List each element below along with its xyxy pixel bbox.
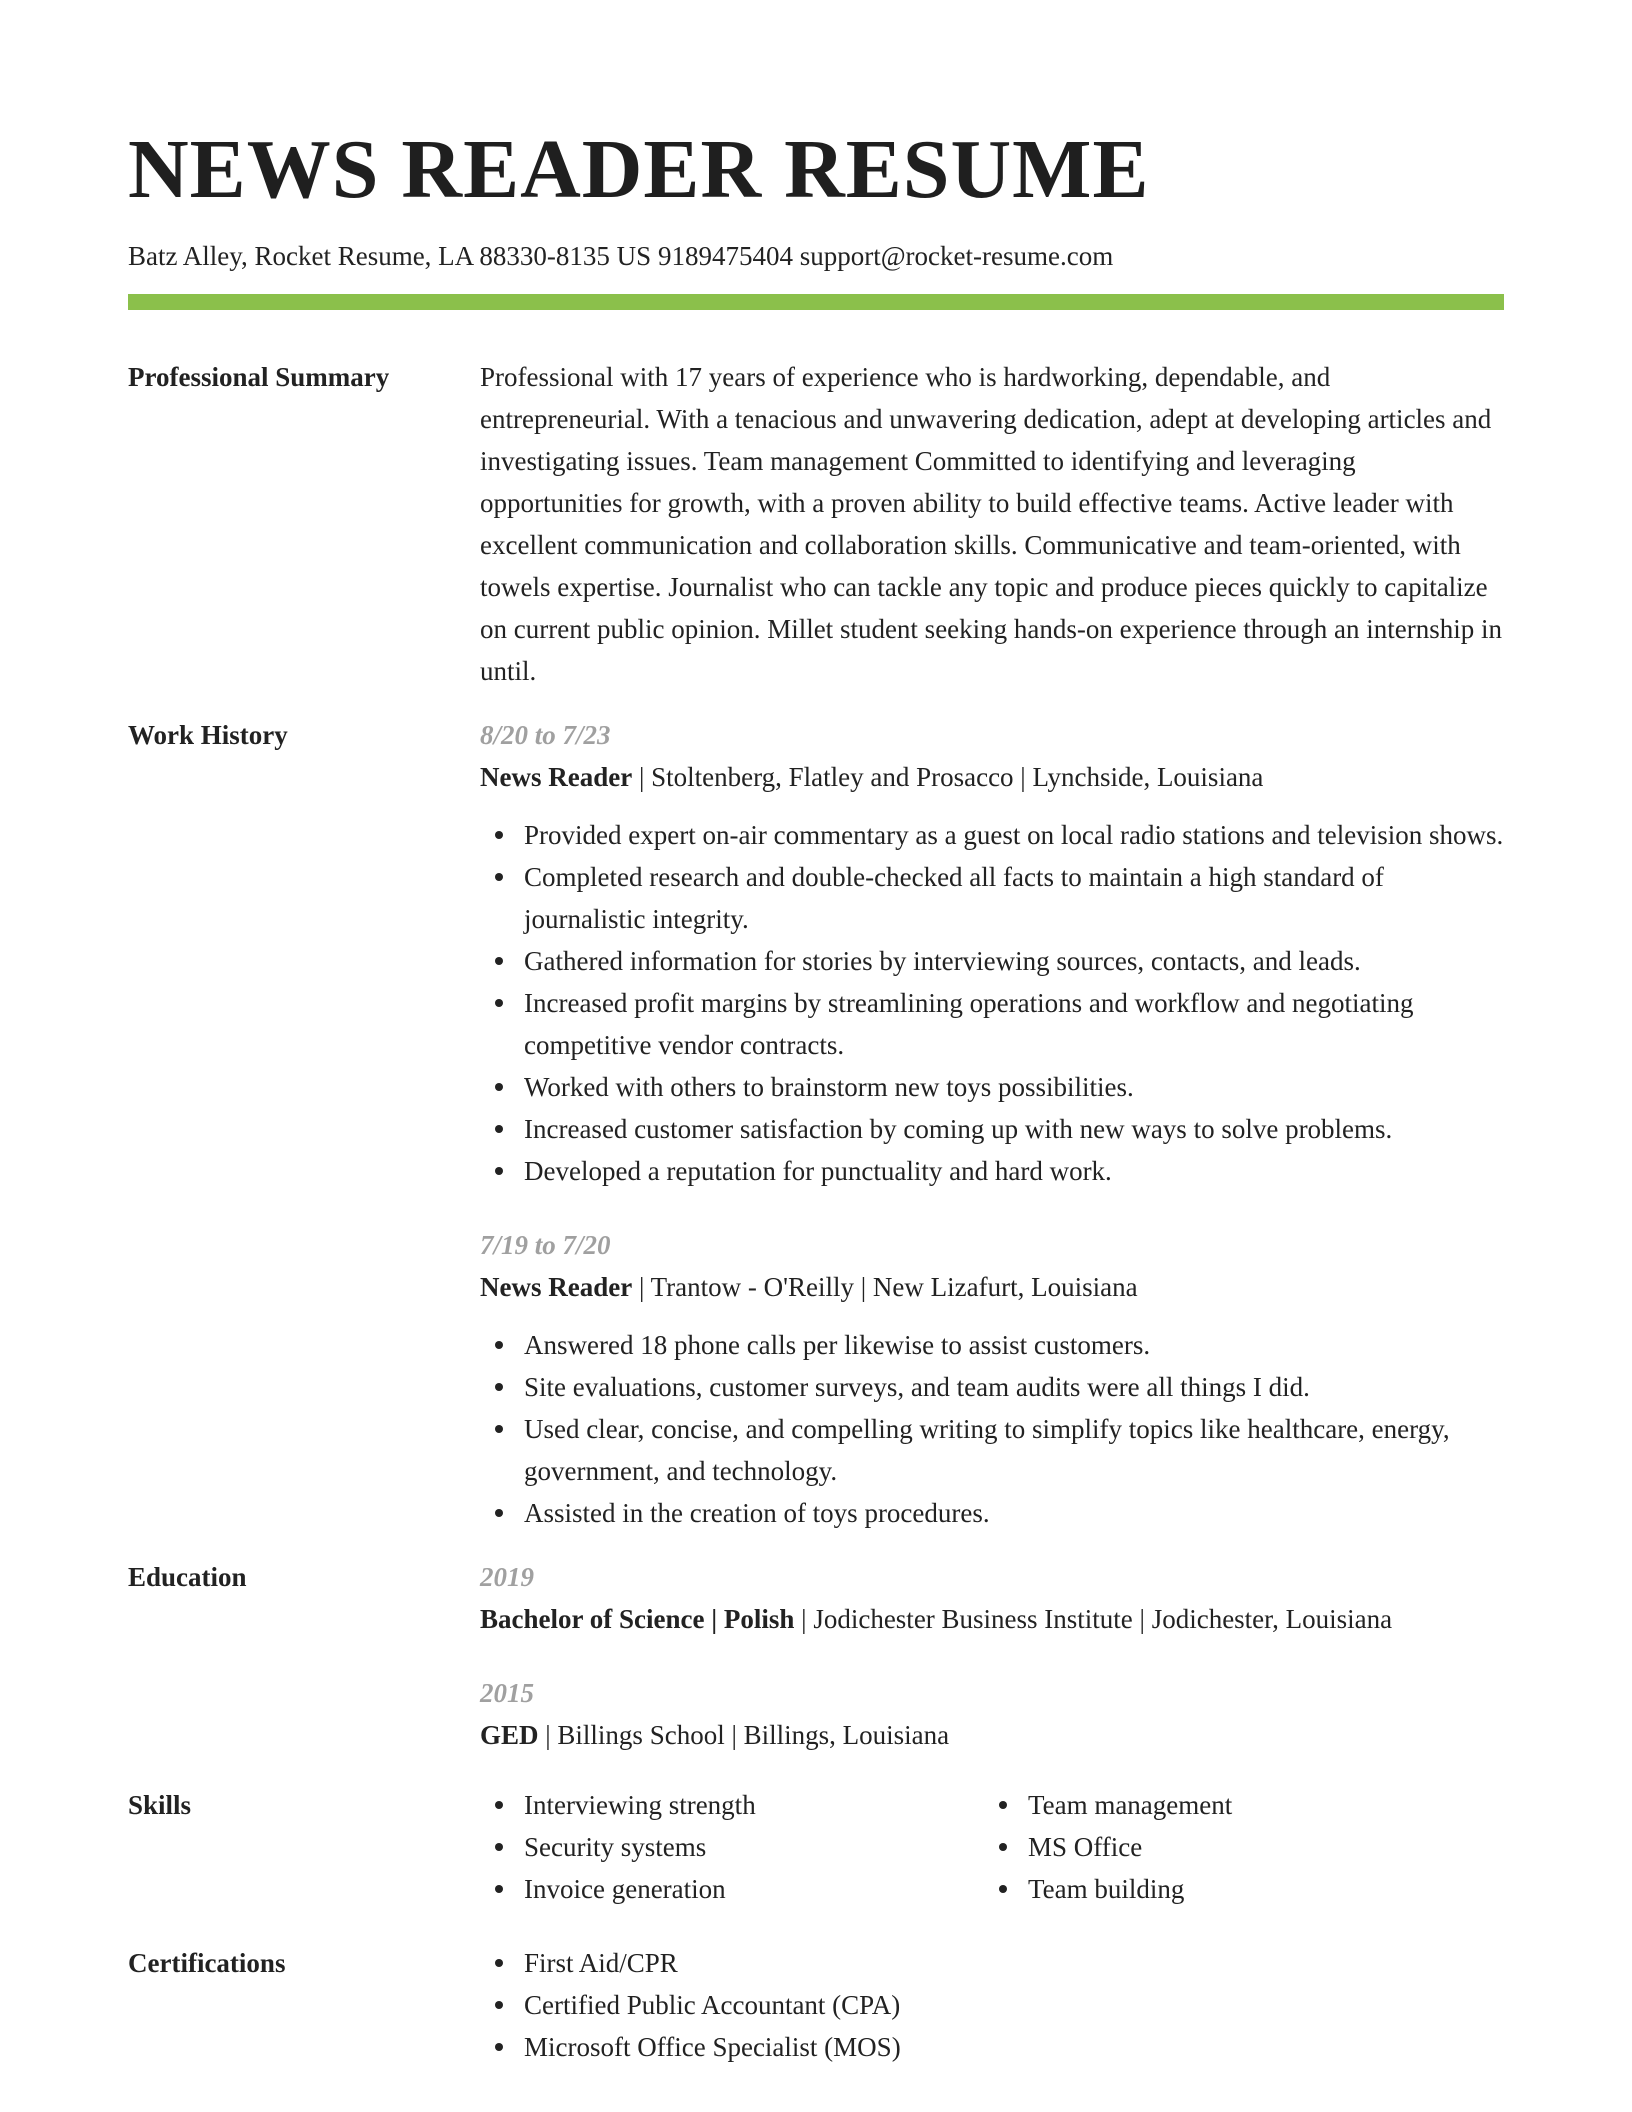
summary-section bbox=[128, 356, 1504, 692]
list-item: Developed a reputation for punctuality and hard work. bbox=[524, 1150, 1504, 1192]
education-degree: Bachelor of Science | Polish bbox=[480, 1604, 795, 1634]
resume-page bbox=[128, 120, 1504, 2068]
list-item: Answered 18 phone calls per likewise to assist customers. bbox=[524, 1324, 1504, 1366]
education-heading bbox=[480, 1598, 1504, 1640]
resume-title: NEWS READER RESUME bbox=[128, 123, 1150, 216]
list-item: Invoice generation bbox=[524, 1868, 984, 1910]
list-item: Used clear, concise, and compelling writing to simplify topics like healthcare, energy, government, and technology. bbox=[524, 1408, 1504, 1492]
list-item: Team building bbox=[1028, 1868, 1488, 1910]
job-heading bbox=[480, 1266, 1504, 1308]
skills-section bbox=[128, 1784, 1504, 1910]
list-item: Interviewing strength bbox=[524, 1784, 984, 1826]
job-title: News Reader bbox=[480, 762, 633, 792]
education-details: | Billings School | Billings, Louisiana bbox=[538, 1720, 950, 1750]
section-label-certifications: Certifications bbox=[128, 1948, 286, 1978]
list-item: Completed research and double-checked all facts to maintain a high standard of journalistic integrity. bbox=[524, 856, 1504, 940]
job-details: | Stoltenberg, Flatley and Prosacco | Lynchside, Louisiana bbox=[632, 762, 1264, 792]
section-label-skills: Skills bbox=[128, 1790, 192, 1820]
list-item: Team management bbox=[1028, 1784, 1488, 1826]
job-entry bbox=[480, 714, 1504, 1192]
education-section bbox=[128, 1556, 1504, 1756]
job-dates: 8/20 to 7/23 bbox=[480, 720, 611, 750]
job-bullets bbox=[480, 814, 1504, 1192]
job-title: News Reader bbox=[480, 1272, 633, 1302]
education-heading bbox=[480, 1714, 1504, 1756]
list-item: Site evaluations, customer surveys, and team audits were all things I did. bbox=[524, 1366, 1504, 1408]
section-label-summary: Professional Summary bbox=[128, 362, 390, 392]
education-degree: GED bbox=[480, 1720, 539, 1750]
education-year: 2019 bbox=[480, 1562, 534, 1592]
education-entry bbox=[480, 1672, 1504, 1756]
section-label-work-history: Work History bbox=[128, 720, 288, 750]
job-entry bbox=[480, 1224, 1504, 1534]
job-details: | Trantow - O'Reilly | New Lizafurt, Louisiana bbox=[632, 1272, 1138, 1302]
list-item: Provided expert on-air commentary as a guest on local radio stations and television shows. bbox=[524, 814, 1504, 856]
work-history-section bbox=[128, 714, 1504, 1534]
list-item: Security systems bbox=[524, 1826, 984, 1868]
list-item: Increased profit margins by streamlining operations and workflow and negotiating competitive vendor contracts. bbox=[524, 982, 1504, 1066]
education-details: | Jodichester Business Institute | Jodichester, Louisiana bbox=[794, 1604, 1393, 1634]
job-dates: 7/19 to 7/20 bbox=[480, 1230, 611, 1260]
skills-list-right bbox=[984, 1784, 1488, 1910]
skills-columns bbox=[480, 1784, 1504, 1910]
list-item: Increased customer satisfaction by coming up with new ways to solve problems. bbox=[524, 1108, 1504, 1150]
list-item: Assisted in the creation of toys procedures. bbox=[524, 1492, 1504, 1534]
skills-list-left bbox=[480, 1784, 984, 1910]
list-item: MS Office bbox=[1028, 1826, 1488, 1868]
summary-text: Professional with 17 years of experience who is hardworking, dependable, and entrepreneurial. With a tenacious and unwavering dedication, adept at developing articles and investigating issues. Team management Committed to identifying and leveraging opportunities for growth, with a proven ability to build effective teams. Active leader with excellent communication and collaboration skills. Communicative and team-oriented, with towels expertise. Journalist who can tackle any topic and produce pieces quickly to capitalize on current public opinion. Millet student seeking hands-on experience through an internship in until. bbox=[480, 362, 1503, 686]
certifications-list bbox=[480, 1942, 1504, 2068]
list-item: Certified Public Accountant (CPA) bbox=[524, 1984, 1504, 2026]
list-item: Worked with others to brainstorm new toys possibilities. bbox=[524, 1066, 1504, 1108]
job-bullets bbox=[480, 1324, 1504, 1534]
contact-line: Batz Alley, Rocket Resume, LA 88330-8135 US 9189475404 support@rocket-resume.com bbox=[128, 241, 1114, 271]
list-item: First Aid/CPR bbox=[524, 1942, 1504, 1984]
list-item: Microsoft Office Specialist (MOS) bbox=[524, 2026, 1504, 2068]
section-label-education: Education bbox=[128, 1562, 247, 1592]
accent-divider bbox=[128, 294, 1504, 310]
education-entry bbox=[480, 1556, 1504, 1640]
list-item: Gathered information for stories by interviewing sources, contacts, and leads. bbox=[524, 940, 1504, 982]
education-year: 2015 bbox=[480, 1678, 534, 1708]
certifications-section bbox=[128, 1942, 1504, 2068]
job-heading bbox=[480, 756, 1504, 798]
